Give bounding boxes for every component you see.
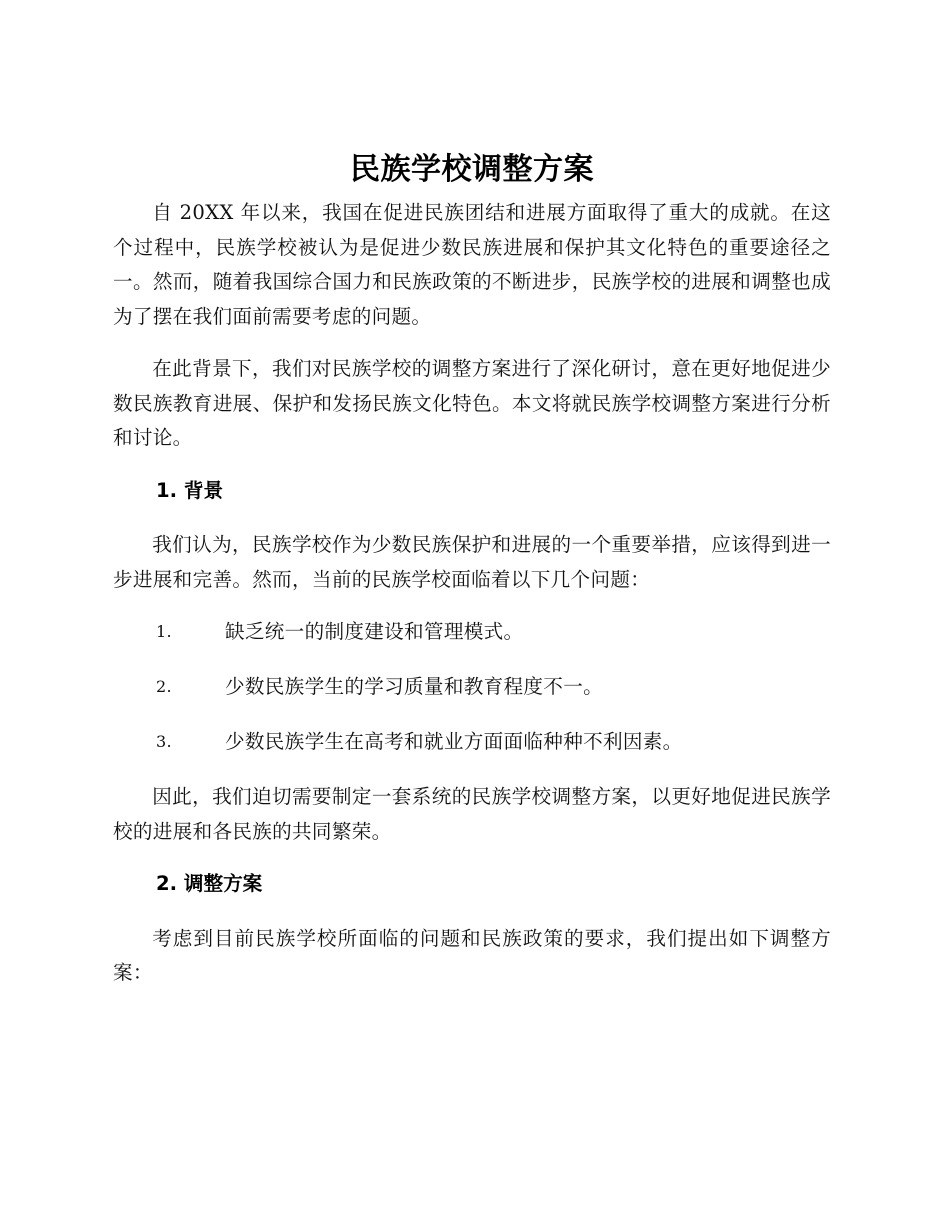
problem-list xyxy=(113,615,831,760)
section-heading-background: 1. 背景 xyxy=(156,478,224,502)
list-number: 1. xyxy=(156,622,172,641)
list-item-text: 少数民族学生的学习质量和教育程度不一。 xyxy=(225,675,603,698)
list-number: 2. xyxy=(156,677,172,696)
background-conclusion-paragraph: 因此，我们迫切需要制定一套系统的民族学校调整方案，以更好地促进民族学校的进展和各民族的共同繁荣。 xyxy=(113,785,831,843)
intro-paragraph-2: 在此背景下，我们对民族学校的调整方案进行了深化研讨，意在更好地促进少数民族教育进展、保护和发扬民族文化特色。本文将就民族学校调整方案进行分析和讨论。 xyxy=(113,357,831,449)
section-heading-adjustment-plan: 2. 调整方案 xyxy=(156,872,263,895)
list-item-text: 缺乏统一的制度建设和管理模式。 xyxy=(225,620,524,643)
list-item xyxy=(113,725,831,760)
list-item-text: 少数民族学生在高考和就业方面面临种种不利因素。 xyxy=(225,730,683,753)
document-title: 民族学校调整方案 xyxy=(350,152,594,187)
adjustment-plan-paragraph: 考虑到目前民族学校所面临的问题和民族政策的要求，我们提出如下调整方案： xyxy=(113,926,831,984)
intro-paragraph-1: 自 20XX 年以来，我国在促进民族团结和进展方面取得了重大的成就。在这个过程中，民族学校被认为是促进少数民族进展和保护其文化特色的重要途径之一。然而，随着我国综合国力和民族政策的不断进步，民族学校的进展和调整也成为了摆在我们面前需要考虑的问题。 xyxy=(113,201,831,328)
document-page xyxy=(113,150,831,1009)
list-item xyxy=(113,615,831,650)
list-number: 3. xyxy=(156,732,172,751)
background-paragraph: 我们认为，民族学校作为少数民族保护和进展的一个重要举措，应该得到进一步进展和完善。然而，当前的民族学校面临着以下几个问题： xyxy=(113,533,831,591)
list-item xyxy=(113,670,831,705)
